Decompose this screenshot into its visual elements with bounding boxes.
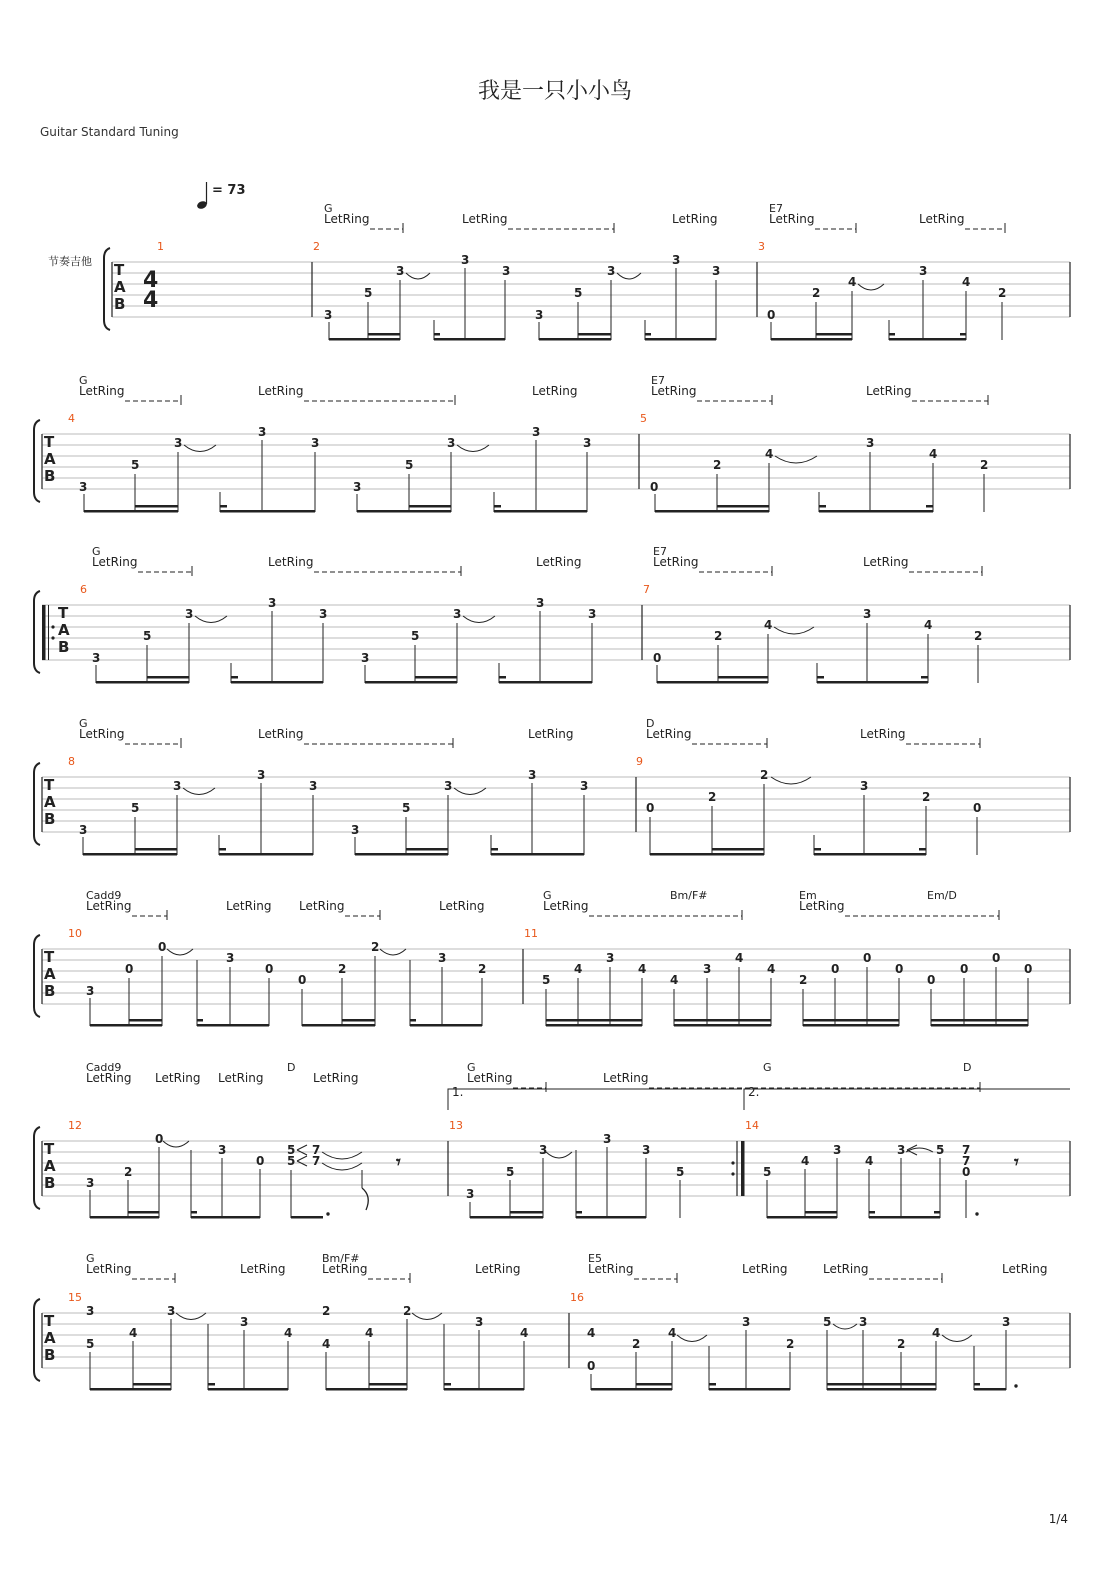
fret-number: 5 [676, 1165, 685, 1179]
fret-number: 4 [932, 1326, 941, 1340]
fret-number: 7 [962, 1154, 971, 1168]
eighth-rest: 𝄾 [1014, 1152, 1019, 1173]
measure-number: 1 [157, 240, 164, 253]
fret-number: 0 [767, 308, 776, 322]
fret-number: 0 [653, 651, 662, 665]
tuning-label: Guitar Standard Tuning [40, 125, 179, 139]
let-ring: LetRing [672, 212, 718, 226]
fret-number: 3 [218, 1143, 227, 1157]
system-2 [42, 434, 1070, 489]
fret-number: 3 [447, 436, 456, 450]
fret-number: 7 [312, 1154, 321, 1168]
fret-number: 3 [92, 651, 101, 665]
let-ring: LetRing [543, 899, 589, 913]
chord-name: E5 [588, 1252, 602, 1265]
fret-number: 5 [287, 1154, 296, 1168]
tempo-marking [196, 182, 245, 210]
fret-number: 3 [859, 1315, 868, 1329]
fret-number: 2 [786, 1337, 795, 1351]
let-ring: LetRing [86, 1071, 132, 1085]
let-ring: LetRing [218, 1071, 264, 1085]
fret-number: 4 [284, 1326, 293, 1340]
let-ring: LetRing [646, 727, 692, 741]
fret-number: 3 [461, 253, 470, 267]
fret-number: 5 [131, 458, 140, 472]
let-ring: LetRing [324, 212, 370, 226]
fret-number: 7 [962, 1143, 971, 1157]
system-4 [42, 777, 1070, 832]
fret-number: 4 [365, 1326, 374, 1340]
tab-clef-b: B [58, 638, 70, 656]
let-ring: LetRing [86, 899, 132, 913]
fret-number: 3 [860, 779, 869, 793]
fret-number: 2 [124, 1165, 133, 1179]
let-ring: LetRing [651, 384, 697, 398]
fret-number: 2 [812, 286, 821, 300]
fret-number: 0 [155, 1132, 164, 1146]
fret-number: 5 [143, 629, 152, 643]
fret-number: 3 [226, 951, 235, 965]
fret-number: 3 [672, 253, 681, 267]
fret-number: 3 [86, 984, 95, 998]
chord-name: G [92, 545, 101, 558]
fret-number: 3 [361, 651, 370, 665]
fret-number: 5 [402, 801, 411, 815]
measure-number: 8 [68, 755, 75, 768]
fret-number: 3 [528, 768, 537, 782]
fret-number: 4 [322, 1337, 331, 1351]
fret-number: 3 [536, 596, 545, 610]
fret-number: 4 [924, 618, 933, 632]
chord-name: G [79, 374, 88, 387]
chord-name: G [324, 202, 333, 215]
fret-number: 2 [974, 629, 983, 643]
chord-name: Cadd9 [86, 889, 122, 902]
fret-number: 3 [311, 436, 320, 450]
fret-number: 3 [703, 962, 712, 976]
fret-number: 2 [632, 1337, 641, 1351]
chord-name: E7 [769, 202, 783, 215]
let-ring: LetRing [258, 727, 304, 741]
fret-number: 3 [475, 1315, 484, 1329]
system-3 [42, 605, 1070, 660]
chord-name: Bm/F# [670, 889, 708, 902]
fret-number: 0 [863, 951, 872, 965]
fret-number: 3 [742, 1315, 751, 1329]
fret-numbers [324, 253, 1006, 322]
eighth-rest: 𝄾 [396, 1152, 401, 1173]
fret-number: 2 [371, 940, 380, 954]
fret-number: 3 [919, 264, 928, 278]
fret-number: 3 [351, 823, 360, 837]
let-ring: LetRing [588, 1262, 634, 1276]
let-ring: LetRing [528, 727, 574, 741]
fret-number: 2 [708, 790, 717, 804]
fret-number: 0 [298, 973, 307, 987]
let-ring: LetRing [919, 212, 965, 226]
fret-number: 0 [831, 962, 840, 976]
fret-number: 4 [520, 1326, 529, 1340]
fret-number: 0 [962, 1165, 971, 1179]
tab-clef-a: A [114, 278, 126, 296]
let-ring: LetRing [823, 1262, 869, 1276]
fret-number: 2 [713, 458, 722, 472]
fret-number: 0 [646, 801, 655, 815]
fret-number: 4 [735, 951, 744, 965]
system-brace [34, 763, 40, 845]
repeat-end [741, 1141, 745, 1196]
fret-number: 3 [167, 1304, 176, 1318]
let-ring: LetRing [536, 555, 582, 569]
tab-clef-b: B [44, 467, 56, 485]
system-brace [34, 935, 40, 1017]
let-ring: LetRing [462, 212, 508, 226]
let-ring: LetRing [240, 1262, 286, 1276]
let-ring: LetRing [258, 384, 304, 398]
fret-number: 3 [396, 264, 405, 278]
fret-number: 0 [895, 962, 904, 976]
measure-number: 5 [640, 412, 647, 425]
fret-number: 4 [129, 1326, 138, 1340]
fret-number: 3 [535, 308, 544, 322]
fret-number: 0 [587, 1359, 596, 1373]
fret-number: 4 [668, 1326, 677, 1340]
fret-number: 4 [670, 973, 679, 987]
system-brace [34, 1127, 40, 1209]
measure-number: 13 [449, 1119, 463, 1132]
tab-clef-t: T [44, 948, 55, 966]
let-ring: LetRing [155, 1071, 201, 1085]
fret-number: 3 [532, 425, 541, 439]
fret-number: 5 [287, 1143, 296, 1157]
fret-number: 3 [897, 1143, 906, 1157]
fret-number: 4 [587, 1326, 596, 1340]
volta-first: 1. [452, 1085, 464, 1099]
measure-number: 10 [68, 927, 82, 940]
fret-number: 2 [897, 1337, 906, 1351]
system-brace [34, 420, 40, 502]
fret-number: 0 [650, 480, 659, 494]
let-ring: LetRing [1002, 1262, 1048, 1276]
chord-name: G [763, 1061, 772, 1074]
fret-number: 5 [86, 1337, 95, 1351]
fret-number: 3 [268, 596, 277, 610]
let-ring: LetRing [322, 1262, 368, 1276]
fret-number: 5 [823, 1315, 832, 1329]
fret-number: 3 [1002, 1315, 1011, 1329]
fret-number: 3 [863, 607, 872, 621]
let-ring: LetRing [92, 555, 138, 569]
fret-number: 3 [866, 436, 875, 450]
tab-clef-a: A [58, 621, 70, 639]
let-ring: LetRing [742, 1262, 788, 1276]
tab-clef-t: T [44, 1140, 55, 1158]
tab-clef-b: B [44, 810, 56, 828]
fret-number: 3 [539, 1143, 548, 1157]
let-ring: LetRing [268, 555, 314, 569]
fret-number: 3 [453, 607, 462, 621]
fret-number: 0 [992, 951, 1001, 965]
fret-number: 2 [922, 790, 931, 804]
fret-number: 2 [714, 629, 723, 643]
fret-number: 0 [1024, 962, 1033, 976]
chord-name: D [646, 717, 655, 730]
tab-clef-t: T [44, 433, 55, 451]
fret-number: 3 [309, 779, 318, 793]
fret-number: 2 [799, 973, 808, 987]
time-sig-bottom: 4 [143, 288, 159, 313]
fret-number: 0 [960, 962, 969, 976]
repeat-start [42, 605, 46, 660]
tab-clef-b: B [44, 1174, 56, 1192]
fret-number: 0 [927, 973, 936, 987]
fret-number: 2 [760, 768, 769, 782]
tab-clef-a: A [44, 965, 56, 983]
system-7 [42, 1313, 1070, 1368]
let-ring: LetRing [439, 899, 485, 913]
let-ring: LetRing [79, 384, 125, 398]
measure-number: 6 [80, 583, 87, 596]
fret-number: 2 [478, 962, 487, 976]
fret-number: 4 [848, 275, 857, 289]
measure-number: 15 [68, 1291, 82, 1304]
measure-number: 9 [636, 755, 643, 768]
tab-clef-a: A [44, 793, 56, 811]
fret-number: 4 [962, 275, 971, 289]
volta-second: 2. [748, 1085, 760, 1099]
tempo-text: = 73 [212, 183, 246, 198]
measure-number: 11 [524, 927, 538, 940]
fret-number: 0 [256, 1154, 265, 1168]
chord-name: E7 [651, 374, 665, 387]
fret-number: 2 [322, 1304, 331, 1318]
fret-number: 3 [642, 1143, 651, 1157]
fret-number: 3 [444, 779, 453, 793]
let-ring: LetRing [860, 727, 906, 741]
chord-name: D [287, 1061, 296, 1074]
fret-number: 3 [466, 1187, 475, 1201]
fret-number: 3 [833, 1143, 842, 1157]
fret-number: 4 [574, 962, 583, 976]
let-ring: LetRing [769, 212, 815, 226]
fret-number: 3 [185, 607, 194, 621]
measure-number: 16 [570, 1291, 584, 1304]
fret-number: 4 [765, 447, 774, 461]
fret-number: 3 [438, 951, 447, 965]
fret-number: 0 [973, 801, 982, 815]
fret-number: 3 [606, 951, 615, 965]
let-ring: LetRing [467, 1071, 513, 1085]
fret-number: 5 [131, 801, 140, 815]
fret-number: 0 [265, 962, 274, 976]
chord-name: Em [799, 889, 817, 902]
let-ring: LetRing [226, 899, 272, 913]
let-ring: LetRing [799, 899, 845, 913]
fret-number: 3 [240, 1315, 249, 1329]
chord-name: E7 [653, 545, 667, 558]
fret-number: 5 [542, 973, 551, 987]
fret-number: 4 [801, 1154, 810, 1168]
chord-name: G [543, 889, 552, 902]
tab-clef-b: B [114, 295, 126, 313]
fret-number: 2 [998, 286, 1007, 300]
fret-number: 3 [86, 1176, 95, 1190]
system-brace [104, 248, 110, 330]
measure-number: 14 [745, 1119, 759, 1132]
fret-number: 5 [411, 629, 420, 643]
page-number: 1/4 [1048, 1512, 1068, 1526]
fret-number: 4 [638, 962, 647, 976]
fret-number: 5 [763, 1165, 772, 1179]
tab-clef-b: B [44, 1346, 56, 1364]
time-sig-top: 4 [143, 268, 159, 293]
tab-clef-a: A [44, 1329, 56, 1347]
let-ring: LetRing [79, 727, 125, 741]
chord-name: Bm/F# [322, 1252, 360, 1265]
let-ring: LetRing [299, 899, 345, 913]
fret-number: 2 [980, 458, 989, 472]
let-ring: LetRing [313, 1071, 359, 1085]
let-ring: LetRing [603, 1071, 649, 1085]
fret-number: 3 [502, 264, 511, 278]
chord-name: G [467, 1061, 476, 1074]
fret-number: 7 [312, 1143, 321, 1157]
fret-number: 3 [174, 436, 183, 450]
fret-number: 5 [936, 1143, 945, 1157]
measure-number: 7 [643, 583, 650, 596]
fret-number: 3 [588, 607, 597, 621]
tab-clef-b: B [44, 982, 56, 1000]
fret-number: 2 [403, 1304, 412, 1318]
fret-number: 3 [324, 308, 333, 322]
fret-number: 0 [158, 940, 167, 954]
song-title: 我是一只小小鸟 [477, 79, 632, 104]
chord-name: Em/D [927, 889, 957, 902]
measure-number: 3 [758, 240, 765, 253]
chord-name: Cadd9 [86, 1061, 122, 1074]
let-ring: LetRing [653, 555, 699, 569]
system-brace [34, 1299, 40, 1381]
fret-number: 3 [79, 823, 88, 837]
tab-clef-t: T [44, 776, 55, 794]
chord-name: G [86, 1252, 95, 1265]
let-ring: LetRing [863, 555, 909, 569]
system-5 [42, 949, 1070, 1004]
fret-number: 5 [574, 286, 583, 300]
fret-number: 3 [173, 779, 182, 793]
fret-number: 3 [257, 768, 266, 782]
fret-number: 3 [603, 1132, 612, 1146]
fret-number: 3 [712, 264, 721, 278]
let-ring: LetRing [532, 384, 578, 398]
measure-number: 2 [313, 240, 320, 253]
tab-clef-t: T [114, 261, 125, 279]
fret-number: 5 [405, 458, 414, 472]
fret-number: 3 [319, 607, 328, 621]
fret-number: 3 [86, 1304, 95, 1318]
fret-number: 4 [764, 618, 773, 632]
fret-number: 4 [929, 447, 938, 461]
track-name: 节奏吉他 [48, 255, 92, 268]
chord-name: D [963, 1061, 972, 1074]
chord-name: G [79, 717, 88, 730]
fret-number: 0 [125, 962, 134, 976]
fret-number: 3 [607, 264, 616, 278]
fret-number: 4 [865, 1154, 874, 1168]
let-ring: LetRing [475, 1262, 521, 1276]
fret-number: 2 [338, 962, 347, 976]
tab-clef-t: T [58, 604, 69, 622]
fret-number: 3 [79, 480, 88, 494]
let-ring: LetRing [86, 1262, 132, 1276]
system-brace [34, 591, 40, 673]
fret-number: 3 [583, 436, 592, 450]
measure-number: 4 [68, 412, 75, 425]
fret-number: 3 [353, 480, 362, 494]
let-ring: LetRing [866, 384, 912, 398]
tab-clef-a: A [44, 450, 56, 468]
tab-clef-a: A [44, 1157, 56, 1175]
system-6 [42, 1141, 1070, 1196]
fret-number: 5 [364, 286, 373, 300]
fret-number: 4 [767, 962, 776, 976]
fret-number: 3 [580, 779, 589, 793]
tab-clef-t: T [44, 1312, 55, 1330]
fret-number: 5 [506, 1165, 515, 1179]
fret-number: 3 [258, 425, 267, 439]
measure-number: 12 [68, 1119, 82, 1132]
